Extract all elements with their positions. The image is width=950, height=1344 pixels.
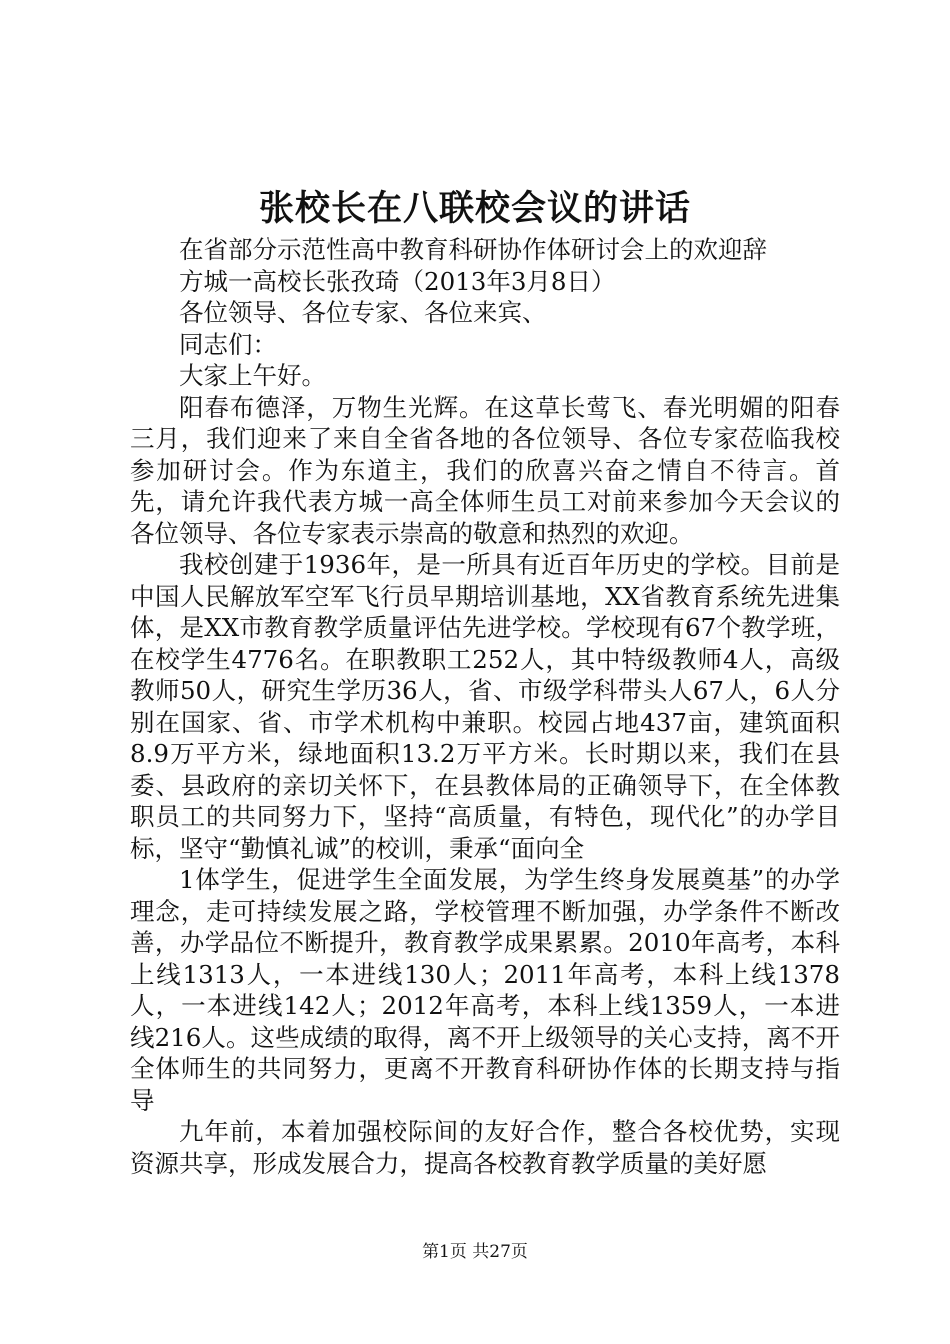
speech-heading: 在省部分示范性高中教育科研协作体研讨会上的欢迎辞 — [179, 235, 767, 264]
salutation-line: 同志们： — [179, 329, 277, 359]
speaker-byline: 方城一高校长张孜琦（2013年3月8日） — [179, 266, 616, 296]
body-paragraph: 我校创建于1936年，是一所具有近百年历史的学校。目前是中国人民解放军空军飞行员早期培训基地，XX省教育系统先进集体，是XX市教育教学质量评估先进学校。学校现有67个教学班，在校学生4776名。在职教职工252人，其中特级教师4人，高级教师50人，研究生学历36人，省、市级学科带头人67人，6人分别在国家、省、市学术机构中兼职。校园占地437亩，建筑面积8.9万平方米，绿地面积13.2万平方米。长时期以来，我们在县委、县政府的亲切关怀下，在县教体局的正确领导下，在全体教职员工的共同努力下，坚持“高质量，有特色，现代化”的办学目标，坚守“勤慎礼诚”的校训，秉承“面向全 — [130, 550, 840, 863]
greeting-line: 大家上午好。 — [179, 361, 326, 390]
body-paragraph: 阳春布德泽，万物生光辉。在这草长莺飞、春光明媚的阳春三月，我们迎来了来自全省各地的各位领导、各位专家莅临我校参加研讨会。作为东道主，我们的欣喜兴奋之情自不待言。首先，请允许我代表方城一高全体师生员工对前来参加今天会议的各位领导、各位专家表示崇高的敬意和热烈的欢迎。 — [130, 392, 840, 548]
page-number: 第1页 共27页 — [422, 1242, 528, 1262]
body-paragraph: 九年前，本着加强校际间的友好合作，整合各校优势，实现资源共享，形成发展合力，提高各校教育教学质量的美好愿 — [130, 1117, 840, 1178]
salutation-line: 各位领导、各位专家、各位来宾、 — [179, 298, 547, 327]
body-paragraph: 1体学生，促进学生全面发展，为学生终身发展奠基”的办学理念，走可持续发展之路，学校管理不断加强，办学条件不断改善，办学品位不断提升，教育教学成果累累。2010年高考，本科上线1313人，一本进线130人；2011年高考，本科上线1378人，一本进线142人；2012年高考，本科上线1359人，一本进线216人。这些成绩的取得，离不开上级领导的关心支持，离不开全体师生的共同努力，更离不开教育科研协作体的长期支持与指导 — [130, 865, 840, 1115]
document-body — [130, 234, 840, 1179]
document-title: 张校长在八联校会议的讲话 — [258, 188, 691, 229]
